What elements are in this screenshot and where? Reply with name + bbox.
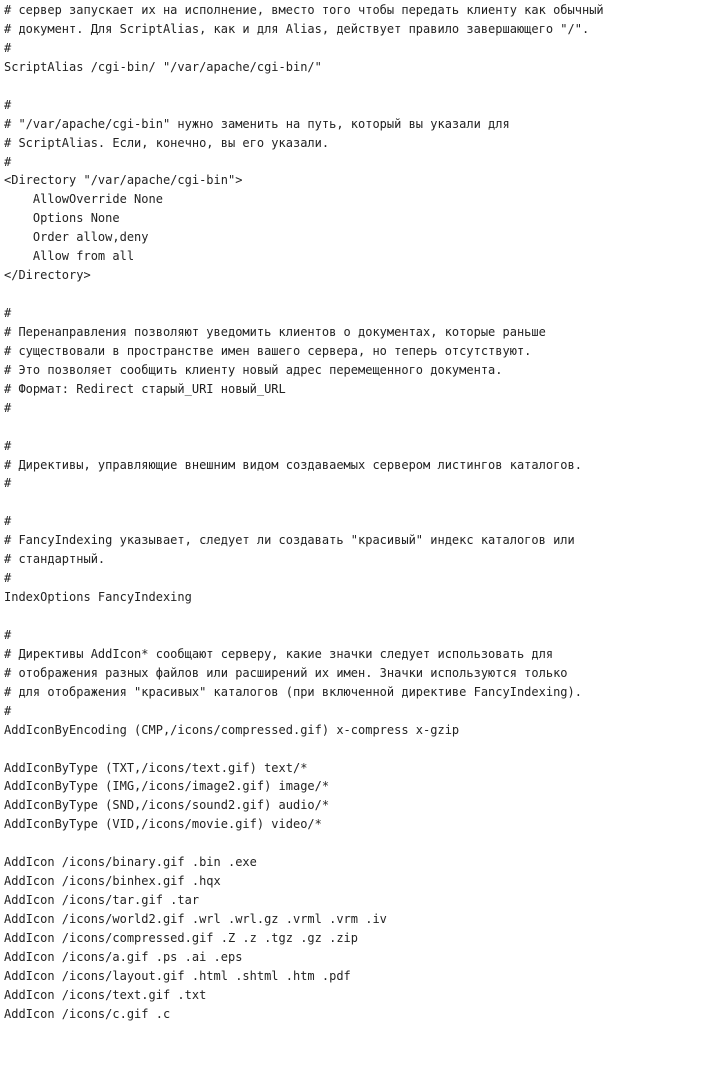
config-line: # bbox=[4, 154, 12, 169]
config-line: # Это позволяет сообщить клиенту новый адрес перемещенного документа. bbox=[4, 362, 503, 377]
blank-line bbox=[4, 418, 717, 437]
config-line: # Формат: Redirect старый_URI новый_URL bbox=[4, 381, 286, 396]
config-line: Order allow,deny bbox=[4, 230, 149, 245]
config-line: AddIcon /icons/binhex.gif .hqx bbox=[4, 874, 221, 889]
config-line: AddIconByType (TXT,/icons/text.gif) text/* bbox=[4, 760, 308, 775]
config-line: AddIcon /icons/compressed.gif .Z .z .tgz .gz .zip bbox=[4, 930, 359, 945]
config-line: IndexOptions FancyIndexing bbox=[4, 590, 192, 605]
config-line: AddIcon /icons/binary.gif .bin .exe bbox=[4, 855, 257, 870]
config-line: AddIconByEncoding (CMP,/icons/compressed.gif) x-compress x-gzip bbox=[4, 722, 460, 737]
config-line: Allow from all bbox=[4, 249, 135, 264]
config-line: ScriptAlias /cgi-bin/ "/var/apache/cgi-bin/" bbox=[4, 59, 322, 74]
blank-line bbox=[4, 285, 717, 304]
config-line: </Directory> bbox=[4, 268, 91, 283]
config-line: # стандартный. bbox=[4, 552, 106, 567]
blank-line bbox=[4, 834, 717, 853]
config-line: AddIcon /icons/layout.gif .html .shtml .htm .pdf bbox=[4, 968, 351, 983]
config-line: # bbox=[4, 97, 12, 112]
config-line: # bbox=[4, 40, 12, 55]
config-line: AllowOverride None bbox=[4, 192, 163, 207]
config-line: # ScriptAlias. Если, конечно, вы его указали. bbox=[4, 135, 330, 150]
config-line: # bbox=[4, 514, 12, 529]
config-line: # bbox=[4, 306, 12, 320]
config-line: # bbox=[4, 476, 12, 491]
config-line: <Directory "/var/apache/cgi-bin"> bbox=[4, 173, 243, 188]
config-line: # Перенаправления позволяют уведомить клиентов о документах, которые раньше bbox=[4, 324, 546, 339]
config-line: # bbox=[4, 703, 12, 718]
config-line: # существовали в пространстве имен вашего сервера, но теперь отсутствуют. bbox=[4, 343, 532, 358]
config-line: AddIconByType (VID,/icons/movie.gif) video/* bbox=[4, 817, 322, 832]
config-line: # bbox=[4, 571, 12, 586]
config-line: AddIcon /icons/text.gif .txt bbox=[4, 987, 207, 1002]
config-line: Options None bbox=[4, 211, 120, 226]
config-line: # сервер запускает их на исполнение, вместо того чтобы передать клиенту как обычный bbox=[4, 3, 604, 17]
blank-line bbox=[4, 607, 717, 626]
blank-line bbox=[4, 493, 717, 512]
config-line: # Директивы, управляющие внешним видом создаваемых сервером листингов каталогов. bbox=[4, 457, 582, 472]
config-line: # bbox=[4, 400, 12, 415]
config-line: # "/var/apache/cgi-bin" нужно заменить на путь, который вы указали для bbox=[4, 116, 510, 131]
config-line: AddIcon /icons/tar.gif .tar bbox=[4, 893, 200, 908]
blank-line bbox=[4, 740, 717, 759]
config-line: # отображения разных файлов или расширений их имен. Значки используются только bbox=[4, 665, 568, 680]
config-line: # Директивы AddIcon* сообщают серверу, какие значки следует использовать для bbox=[4, 646, 554, 661]
config-line: AddIconByType (IMG,/icons/image2.gif) image/* bbox=[4, 779, 330, 794]
config-line: # bbox=[4, 438, 12, 453]
config-line: # bbox=[4, 627, 12, 642]
config-line: AddIcon /icons/a.gif .ps .ai .eps bbox=[4, 949, 243, 964]
config-line: # документ. Для ScriptAlias, как и для Alias, действует правило завершающего "/". bbox=[4, 21, 590, 36]
config-line: AddIcon /icons/c.gif .c bbox=[4, 1006, 171, 1021]
config-line: # FancyIndexing указывает, следует ли создавать "красивый" индекс каталогов или bbox=[4, 533, 575, 548]
config-line: # для отображения "красивых" каталогов (при включенной директиве FancyIndexing). bbox=[4, 684, 582, 699]
blank-line bbox=[4, 77, 717, 96]
config-line: AddIcon /icons/world2.gif .wrl .wrl.gz .vrml .vrm .iv bbox=[4, 912, 387, 926]
config-line: AddIconByType (SND,/icons/sound2.gif) audio/* bbox=[4, 798, 330, 813]
